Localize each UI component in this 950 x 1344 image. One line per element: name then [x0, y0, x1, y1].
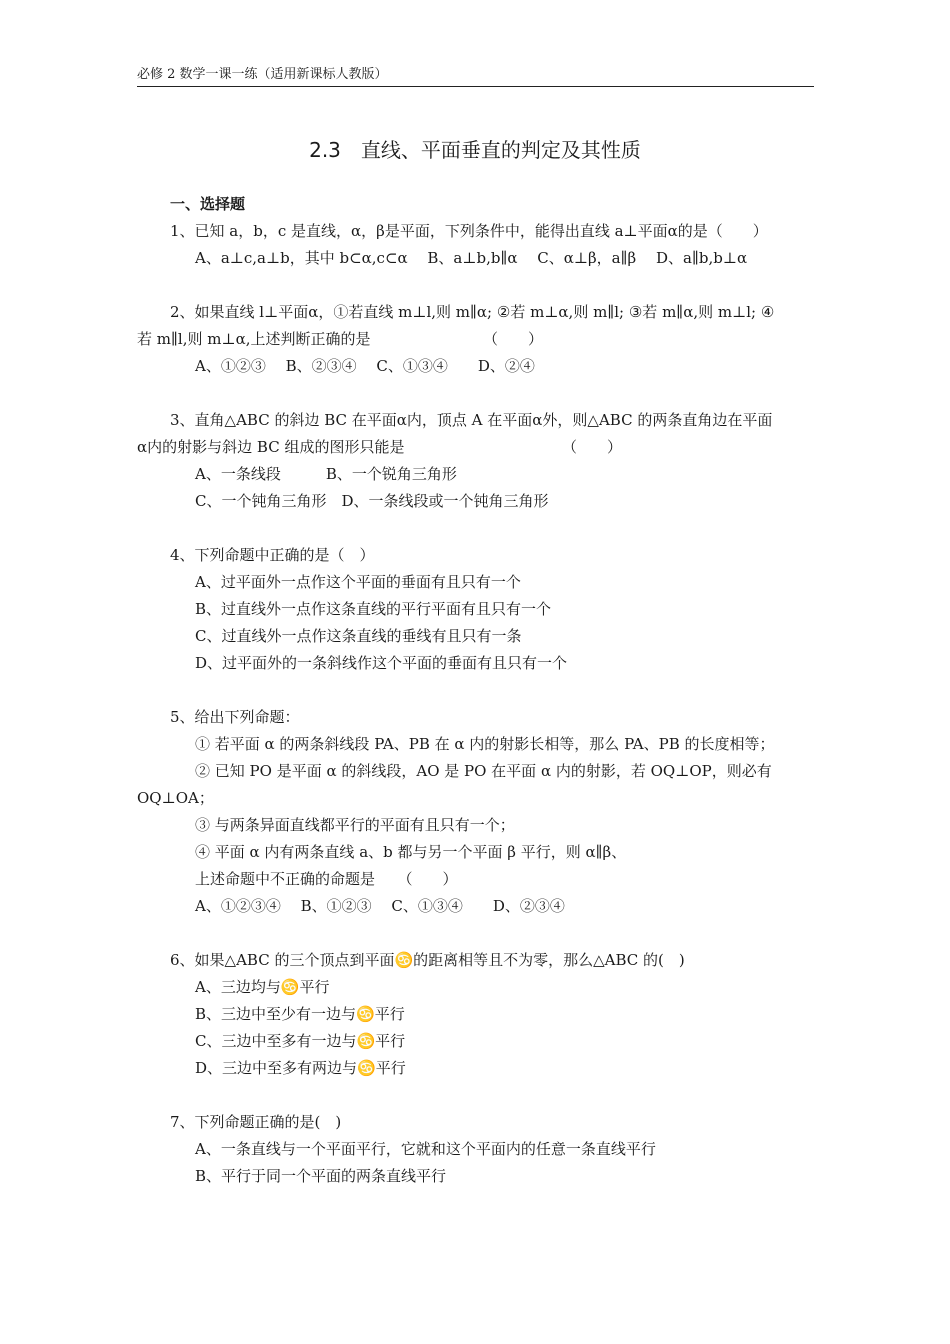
question-stem: 5、给出下列命题： [170, 708, 300, 726]
question-stem: 4、下列命题中正确的是（ ） [170, 546, 375, 564]
document-body [137, 191, 817, 1190]
question-3 [137, 407, 817, 515]
question-option: B、三边中至少有一边与♋平行 [195, 1005, 405, 1023]
proposition-continued: OQ⊥OA； [137, 789, 214, 807]
section-heading: 一、选择题 [170, 195, 246, 213]
question-2 [137, 299, 817, 380]
question-option: C、过直线外一点作这条直线的垂线有且只有一条 [195, 627, 522, 645]
question-stem: 1、已知 a，b，c 是直线，α，β是平面，下列条件中，能得出直线 a⊥平面α的是（ ） [170, 222, 768, 240]
question-option: D、过平面外的一条斜线作这个平面的垂面有且只有一个 [195, 654, 568, 672]
question-prompt: 上述命题中不正确的命题是 （ ） [195, 870, 458, 888]
question-stem-continued: α内的射影与斜边 BC 组成的图形只能是 （ ） [137, 438, 622, 456]
question-option: A、一条线段 B、一个锐角三角形 [195, 465, 457, 483]
question-option: C、三边中至多有一边与♋平行 [195, 1032, 406, 1050]
question-option: A、过平面外一点作这个平面的垂面有且只有一个 [195, 573, 521, 591]
question-stem: 2、如果直线 l⊥平面α，①若直线 m⊥l,则 m∥α; ②若 m⊥α,则 m∥l; ③若 m∥α,则 m⊥l; ④ [170, 303, 775, 321]
proposition: ① 若平面 α 的两条斜线段 PA、PB 在 α 内的射影长相等，那么 PA、PB 的长度相等； [195, 735, 775, 753]
question-option: A、三边均与♋平行 [195, 978, 330, 996]
question-options: A、①②③④ B、①②③ C、①③④ D、②③④ [195, 897, 565, 915]
question-4 [137, 542, 817, 677]
question-stem: 7、下列命题正确的是( ) [170, 1113, 342, 1131]
question-7 [137, 1109, 817, 1190]
question-options: A、a⊥c,a⊥b，其中 b⊂α,c⊂α B、a⊥b,b∥α C、α⊥β，a∥β D、a∥b,b⊥α [195, 249, 748, 267]
question-1 [137, 218, 817, 272]
question-options: A、①②③ B、②③④ C、①③④ D、②④ [195, 357, 535, 375]
question-5 [137, 704, 817, 920]
question-option: A、一条直线与一个平面平行，它就和这个平面内的任意一条直线平行 [195, 1140, 656, 1158]
question-6 [137, 947, 817, 1082]
question-option: C、一个钝角三角形 D、一条线段或一个钝角三角形 [195, 492, 549, 510]
page-header: 必修 2 数学一课一练（适用新课标人教版） [137, 66, 814, 87]
question-stem-continued: 若 m∥l,则 m⊥α,上述判断正确的是 （ ） [137, 330, 543, 348]
question-option: B、过直线外一点作这条直线的平行平面有且只有一个 [195, 600, 552, 618]
page-title: 2.3 直线、平面垂直的判定及其性质 [309, 138, 641, 162]
proposition: ② 已知 PO 是平面 α 的斜线段，AO 是 PO 在平面 α 内的射影，若 OQ⊥OP，则必有 [195, 762, 772, 780]
proposition: ③ 与两条异面直线都平行的平面有且只有一个； [195, 816, 515, 834]
question-option: B、平行于同一个平面的两条直线平行 [195, 1167, 447, 1185]
question-option: D、三边中至多有两边与♋平行 [195, 1059, 406, 1077]
question-stem: 3、直角△ABC 的斜边 BC 在平面α内，顶点 A 在平面α外，则△ABC 的两条直角边在平面 [170, 411, 773, 429]
proposition: ④ 平面 α 内有两条直线 a、b 都与另一个平面 β 平行，则 α∥β、 [195, 843, 627, 861]
question-stem: 6、如果△ABC 的三个顶点到平面♋的距离相等且不为零，那么△ABC 的( ) [170, 951, 685, 969]
